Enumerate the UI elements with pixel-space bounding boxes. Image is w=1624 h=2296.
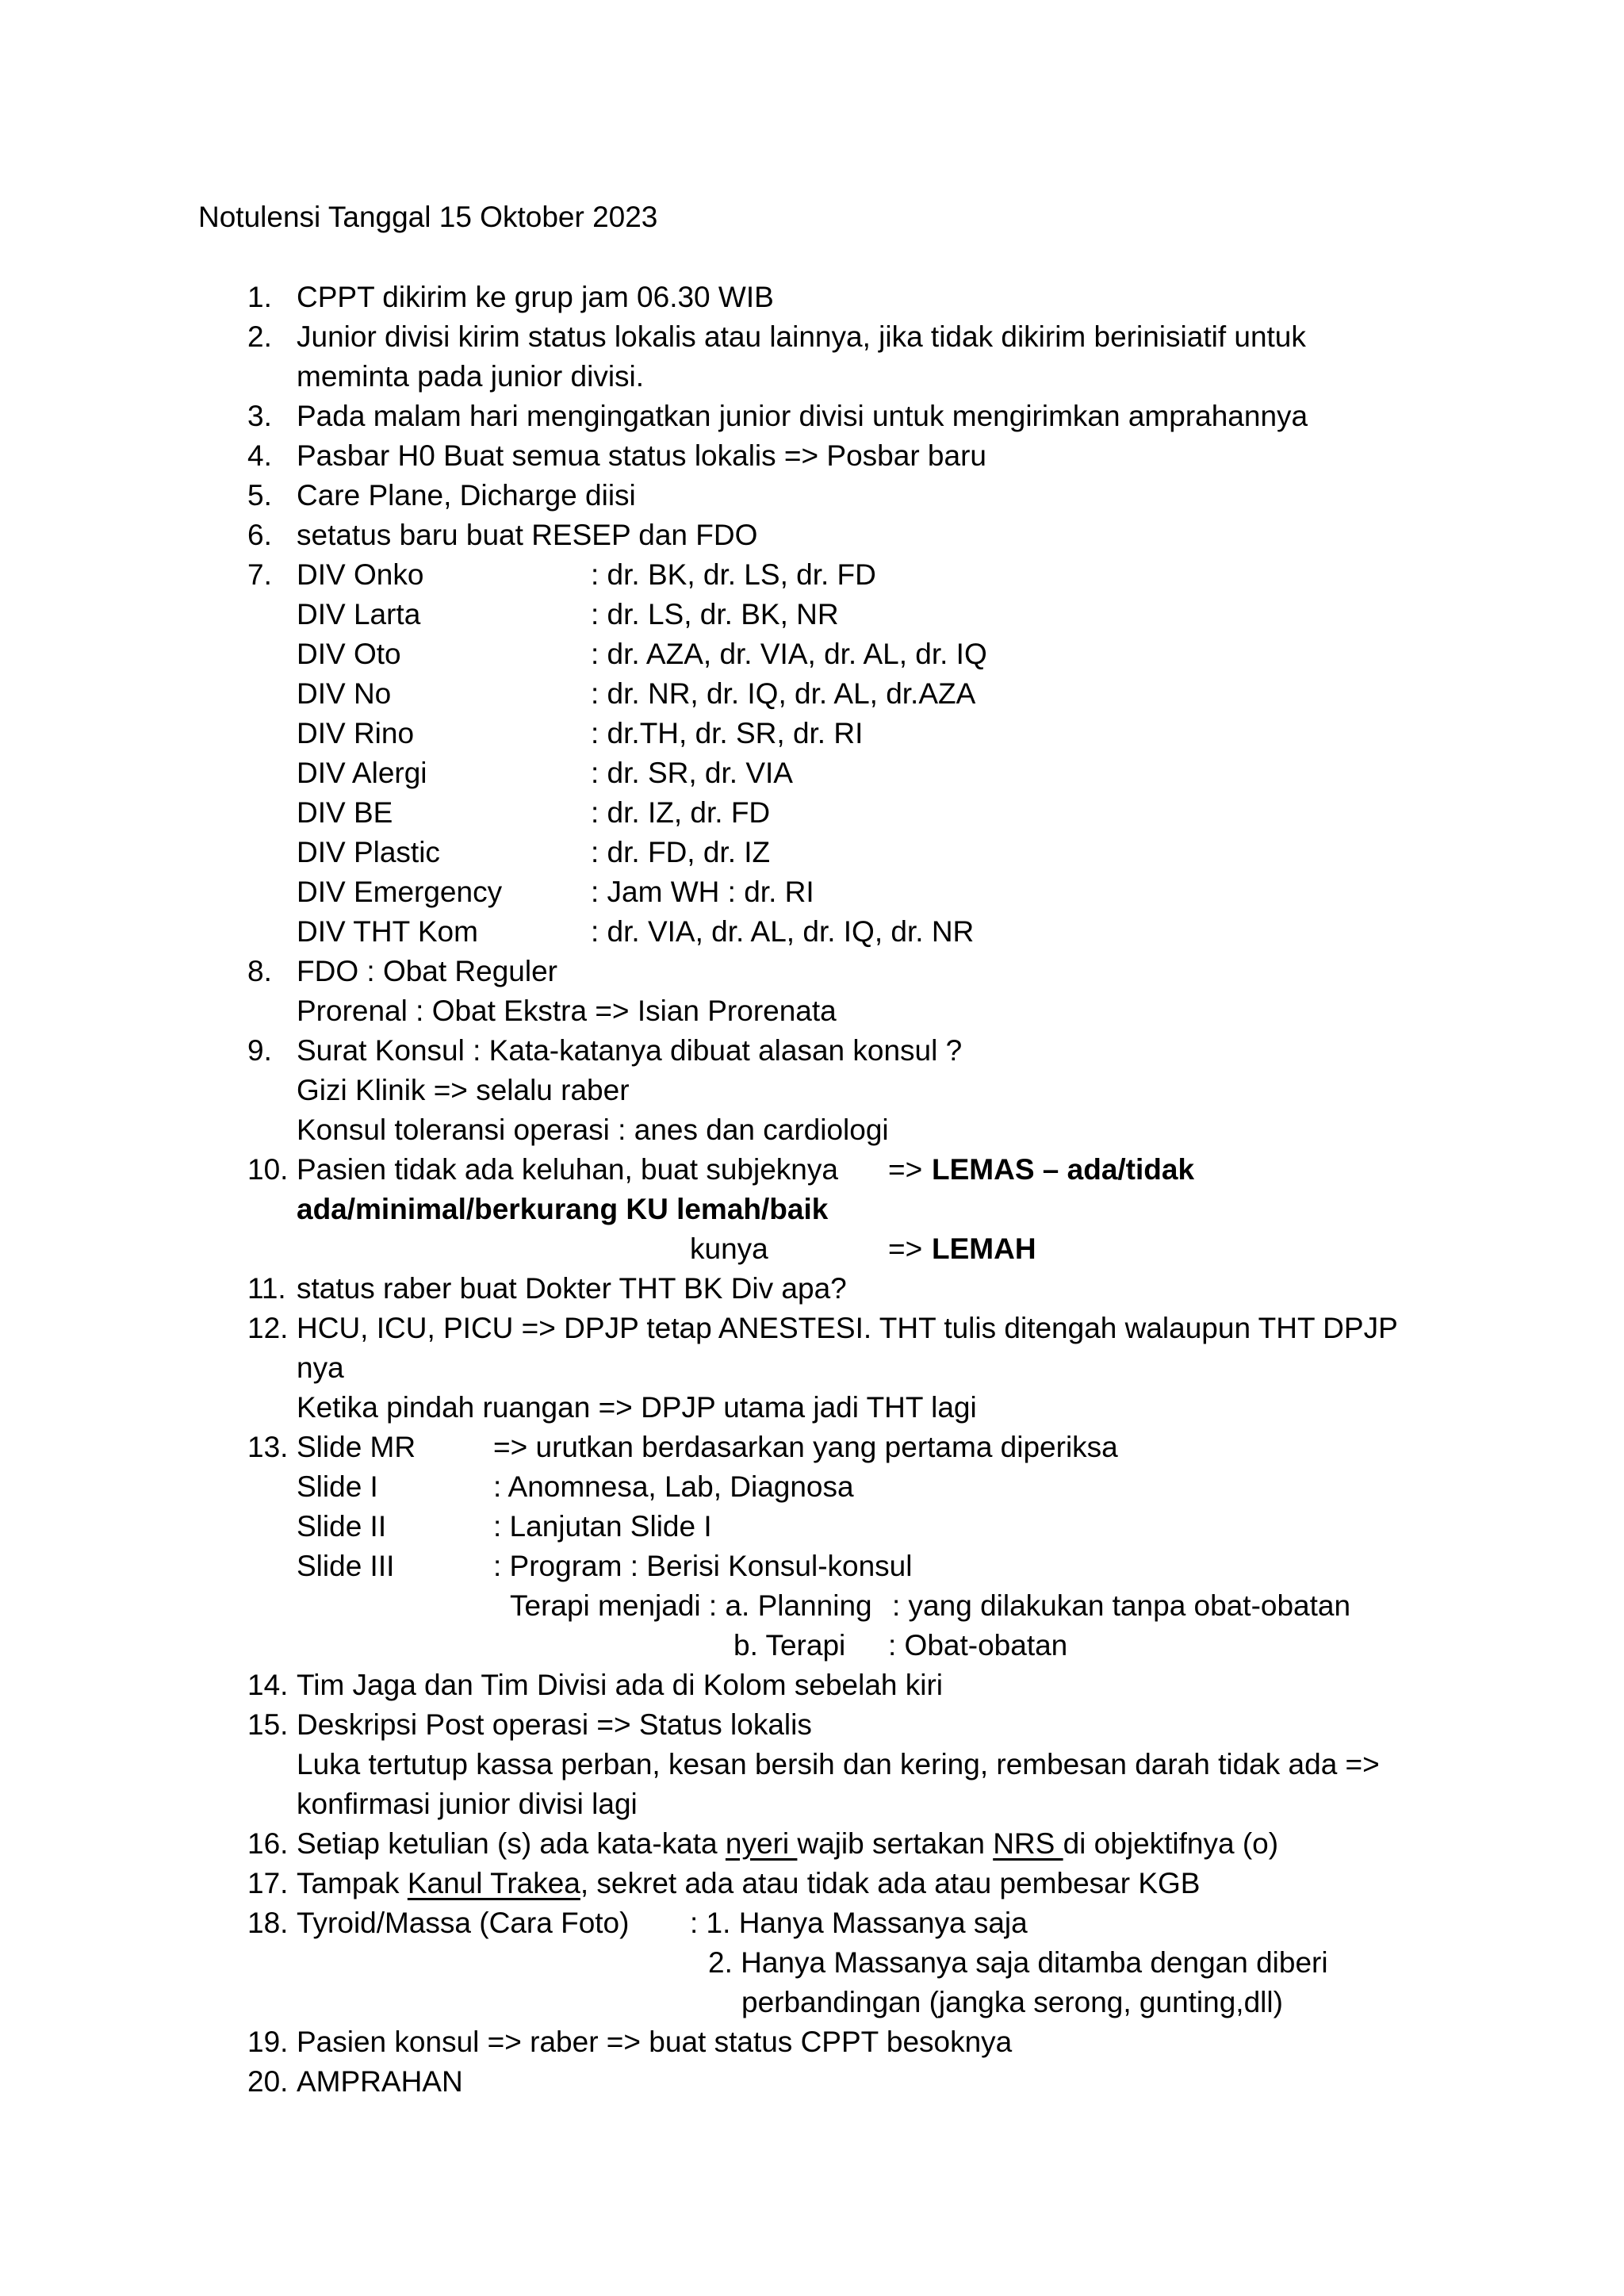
underlined-text: nyeri [725,1827,798,1860]
division-name: DIV Rino [297,717,415,749]
list-number: 7. [247,558,272,591]
division-name: DIV No [297,677,392,710]
division-doctors: : dr. BK, dr. LS, dr. FD [591,558,876,591]
list-item-detail: perbandingan (jangka serong, gunting,dll) [741,1986,1283,2018]
division-doctors: : dr.TH, dr. SR, dr. RI [591,717,864,749]
division-name: DIV Emergency [297,876,503,908]
therapy-label: b. Terapi [733,1629,846,1662]
slide-description: : Lanjutan Slide I [493,1510,712,1543]
list-item-text: Setiap ketulian (s) ada kata-kata [297,1827,726,1860]
division-name: DIV Onko [297,558,424,591]
list-number: 3. [247,400,272,432]
therapy-label: Terapi menjadi : a. Planning [510,1589,872,1622]
bold-text: LEMAS – ada/tidak [932,1153,1195,1186]
slide-name: Slide II [297,1510,387,1543]
list-item-line [297,1829,1278,1858]
list-number: 2. [247,320,272,353]
list-item-text: wajib sertakan [797,1827,994,1860]
slide-description: => urutkan berdasarkan yang pertama diperiksa [493,1431,1118,1463]
list-number: 9. [247,1034,272,1067]
list-item: CPPT dikirim ke grup jam 06.30 WIB [297,281,774,313]
list-item: Surat Konsul : Kata-katanya dibuat alasan konsul ? [297,1034,963,1067]
division-doctors: : Jam WH : dr. RI [591,876,814,908]
document-title: Notulensi Tanggal 15 Oktober 2023 [198,201,658,233]
list-item: Pada malam hari mengingatkan junior divisi untuk mengirimkan amprahannya [297,400,1308,432]
list-item-detail: : 1. Hanya Massanya saja [690,1907,1028,1939]
division-doctors: : dr. AZA, dr. VIA, dr. AL, dr. IQ [591,638,987,670]
slide-name: Slide I [297,1470,378,1503]
list-item-continuation: Konsul toleransi operasi : anes dan cardiologi [297,1114,889,1146]
list-number: 1. [247,281,272,313]
list-number: 8. [247,955,272,987]
list-item: setatus baru buat RESEP dan FDO [297,519,758,551]
list-item-continuation: meminta pada junior divisi. [297,360,645,393]
arrow-text: => [888,1153,923,1186]
list-item: Care Plane, Dicharge diisi [297,479,636,512]
list-item: Deskripsi Post operasi => Status lokalis [297,1708,812,1741]
list-number: 16. [247,1827,289,1860]
list-item-detail: 2. Hanya Massanya saja ditamba dengan diberi [708,1946,1328,1979]
list-item: status raber buat Dokter THT BK Div apa? [297,1272,847,1305]
list-item-continuation: Gizi Klinik => selalu raber [297,1074,630,1106]
list-number: 4. [247,439,272,472]
division-doctors: : dr. IZ, dr. FD [591,796,771,829]
list-item-line [297,1869,1200,1898]
list-number: 18. [247,1907,289,1939]
bold-text: ada/minimal/berkurang KU lemah/baik [297,1193,829,1225]
division-name: DIV THT Kom [297,915,478,948]
slide-description: : Program : Berisi Konsul-konsul [493,1550,913,1582]
division-name: DIV Alergi [297,757,427,789]
list-number: 14. [247,1669,289,1701]
slide-name: Slide MR [297,1431,416,1463]
list-item: AMPRAHAN [297,2065,463,2098]
list-item-text: di objektifnya (o) [1063,1827,1279,1860]
list-number: 19. [247,2026,289,2058]
list-item: Tim Jaga dan Tim Divisi ada di Kolom sebelah kiri [297,1669,944,1701]
list-item: FDO : Obat Reguler [297,955,558,987]
division-doctors: : dr. VIA, dr. AL, dr. IQ, dr. NR [591,915,975,948]
slide-description: : Anomnesa, Lab, Diagnosa [493,1470,854,1503]
list-number: 10. [247,1153,289,1186]
list-number: 11. [247,1272,286,1305]
division-name: DIV BE [297,796,393,829]
list-number: 13. [247,1431,289,1463]
division-doctors: : dr. NR, dr. IQ, dr. AL, dr.AZA [591,677,976,710]
list-number: 6. [247,519,272,551]
list-number: 5. [247,479,272,512]
list-item-continuation: nya [297,1351,344,1384]
slide-name: Slide III [297,1550,395,1582]
list-item-continuation: Prorenal : Obat Ekstra => Isian Prorenata [297,995,837,1027]
list-item: HCU, ICU, PICU => DPJP tetap ANESTESI. THT tulis ditengah walaupun THT DPJP [297,1312,1398,1344]
list-item-continuation: kunya [690,1232,768,1265]
list-number: 17. [247,1867,289,1899]
division-name: DIV Plastic [297,836,440,868]
division-doctors: : dr. SR, dr. VIA [591,757,793,789]
therapy-description: : Obat-obatan [888,1629,1068,1662]
list-item-continuation: Luka tertutup kassa perban, kesan bersih dan kering, rembesan darah tidak ada => [297,1748,1380,1780]
list-item-continuation: konfirmasi junior divisi lagi [297,1788,638,1820]
division-doctors: : dr. FD, dr. IZ [591,836,771,868]
underlined-text: NRS [993,1827,1063,1860]
arrow-text: => [888,1232,923,1265]
list-item: Tyroid/Massa (Cara Foto) [297,1907,630,1939]
list-item: Pasbar H0 Buat semua status lokalis => Posbar baru [297,439,986,472]
list-item: Pasien tidak ada keluhan, buat subjeknya [297,1153,838,1186]
division-doctors: : dr. LS, dr. BK, NR [591,598,839,631]
list-number: 20. [247,2065,289,2098]
division-name: DIV Oto [297,638,401,670]
division-name: DIV Larta [297,598,421,631]
bold-text: LEMAH [932,1232,1036,1265]
list-number: 12. [247,1312,289,1344]
list-item-text: , sekret ada atau tidak ada atau pembesar KGB [580,1867,1201,1899]
therapy-description: : yang dilakukan tanpa obat-obatan [892,1589,1351,1622]
list-item: Junior divisi kirim status lokalis atau lainnya, jika tidak dikirim berinisiatif untuk [297,320,1306,353]
list-item: Pasien konsul => raber => buat status CPPT besoknya [297,2026,1013,2058]
list-item-continuation: Ketika pindah ruangan => DPJP utama jadi THT lagi [297,1391,977,1424]
underlined-text: Kanul Trakea [407,1867,580,1899]
list-number: 15. [247,1708,289,1741]
list-item-text: Tampak [297,1867,408,1899]
